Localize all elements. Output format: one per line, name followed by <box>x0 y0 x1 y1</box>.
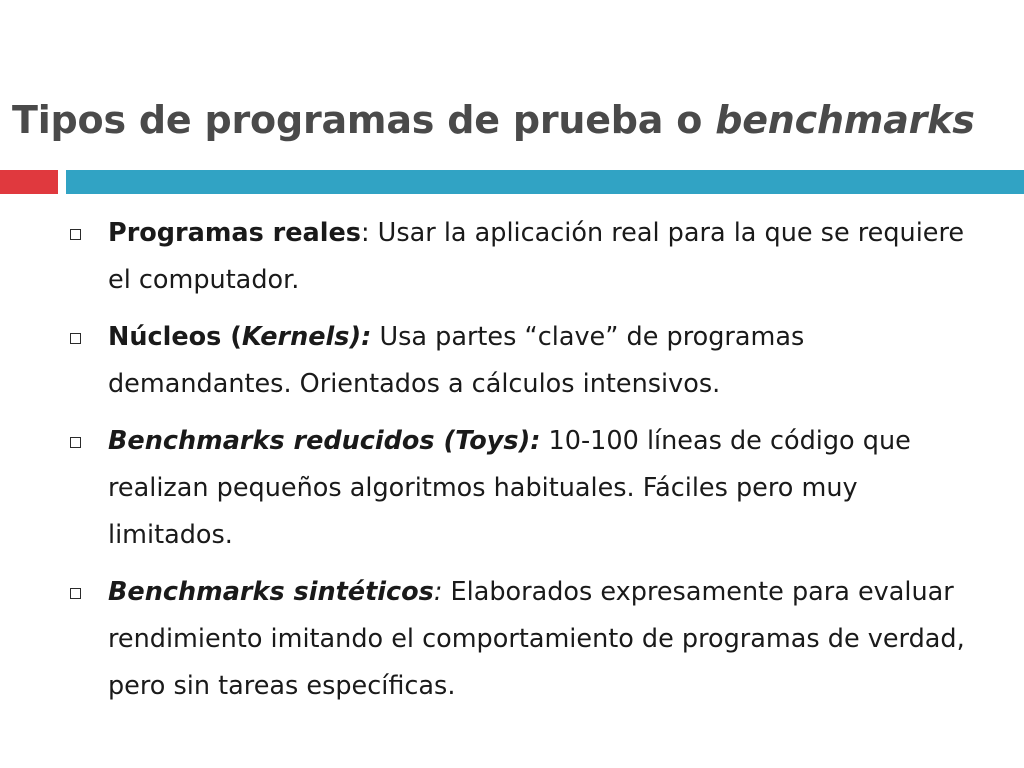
square-bullet-icon <box>70 588 81 599</box>
bullet-separator: : <box>433 577 443 607</box>
bullet-separator: : <box>360 218 370 248</box>
square-bullet-icon <box>70 333 81 344</box>
square-bullet-icon <box>70 229 81 240</box>
bullet-body: Usar la aplicación real para la que se requiere el computador. <box>108 218 965 295</box>
bullet-lead-italic: Benchmarks reducidos (Toys): <box>108 426 541 456</box>
bullet-body: Elaborados expresamente para evaluar rendimiento imitando el comportamiento de programas de verdad, pero sin tareas específicas. <box>108 577 965 701</box>
slide-title-main: Tipos de programas de prueba o <box>12 98 716 142</box>
bullet-body: Usa partes “clave” de programas demandantes. Orientados a cálculos intensivos. <box>108 322 805 399</box>
accent-bar-blue <box>66 170 1024 194</box>
bullet-lead: Programas reales <box>108 218 361 248</box>
accent-bar-red <box>0 170 58 194</box>
slide-title-emphasis: benchmarks <box>715 98 975 142</box>
bullet-body: 10-100 líneas de código que realizan pequeños algoritmos habituales. Fáciles pero muy limitados. <box>108 426 911 550</box>
bullet-item-benchmarks-sinteticos <box>70 569 990 710</box>
slide-title <box>12 98 975 142</box>
bullet-lead-italic: Benchmarks sintéticos <box>108 577 434 607</box>
square-bullet-icon <box>70 437 81 448</box>
bullet-item-benchmarks-reducidos <box>70 418 990 559</box>
bullet-lead-italic: Kernels): <box>241 322 372 352</box>
bullet-item-programas-reales <box>70 210 990 304</box>
bullet-list <box>70 210 990 720</box>
bullet-lead: Núcleos ( <box>108 322 242 352</box>
bullet-item-nucleos <box>70 314 990 408</box>
